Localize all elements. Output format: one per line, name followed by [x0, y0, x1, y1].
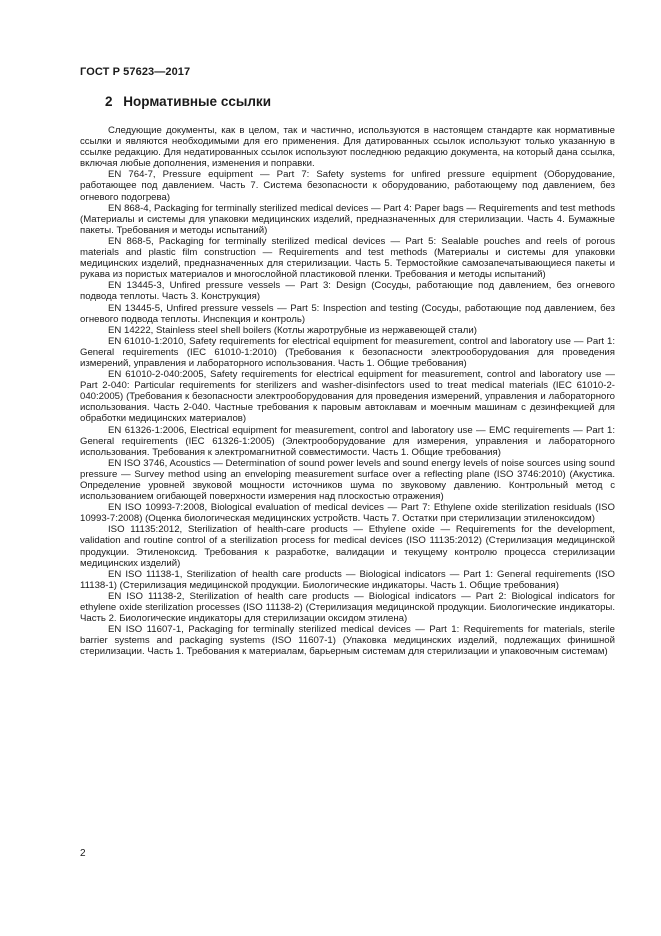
section-title-text: Нормативные ссылки [123, 94, 271, 109]
reference-entry: EN 868-4, Packaging for terminally sterilized medical devices — Part 4: Paper bags — Requirements and test methods (Материалы и системы для упаковки медицинских изделий, предназначенных для стерилизации. Часть 4. Бумажные пакеты. Требования и методы испытаний) [80, 202, 615, 236]
reference-entry: EN 13445-3, Unfired pressure vessels — Part 3: Design (Сосуды, работающие под давлением, без огневого подвода теплоты. Часть 3. Конструкция) [80, 280, 615, 303]
reference-entry: EN ISO 3746, Acoustics — Determination of sound power levels and sound energy levels of noise sources using sound pressure — Survey method using an enveloping measurement surface over a reflecting plane (ISO 3746:2010) (Акустика. Определение уровней звуковой мощности источников шума по звуковому давлению. Контрольный метод с использованием огибающей поверхности измерения над плоскостью отражения) [80, 457, 615, 503]
section-number: 2 [105, 94, 113, 109]
reference-entry: EN ISO 11138-1, Sterilization of health care products — Biological indicators — Part 1: General requirements (ISO 11138-1) (Стерилизация медицинской продукции. Биологические индикаторы. Часть 1. Общие требования) [80, 568, 615, 591]
reference-entry: ISO 11135:2012, Sterilization of health-care products — Ethylene oxide — Requirements for the development, validation and routine control of a sterilization process for medical devices (ISO 11135:2012) (Стерилизация медицинской продукции. Этиленоксид. Требования к разработке, валидации и текущему контролю процесса стерилизации медицинских изделий) [80, 524, 615, 569]
reference-entry: EN 61326-1:2006, Electrical equipment for measurement, control and laboratory use — EMC requirements — Part 1: General requirements (IEC 61326-1:2005) (Электрооборудование для измерения, управления и лабораторного использования. Требования к электромагнитной совместимости. Часть 1. Общие требования) [80, 424, 615, 458]
intro-paragraph: Следующие документы, как в целом, так и частично, используются в настоящем стандарте как нормативные ссылки и являются необходимыми для его применения. Для датированных ссылок используют только указанную в ссылке редакцию. Для недатированных ссылок используют последнюю редакцию документа, на который дана ссылка, включая любые дополнения, изменения и поправки. [80, 125, 615, 170]
reference-entry: EN 868-5, Packaging for terminally sterilized medical devices — Part 5: Sealable pouches and reels of porous materials and plastic film construction — Requirements and test methods (Материалы и системы для упаковки медицинских изделий, предназначенных для стерилизации. Часть 5. Термостойкие самозапечатывающиеся пакеты и рукава из пористых материалов и многослойной пластиковой пленки. Требования и методы испытаний) [80, 235, 615, 281]
document-header: ГОСТ Р 57623—2017 [80, 66, 191, 78]
section-heading [105, 94, 271, 109]
reference-entry: EN 13445-5, Unfired pressure vessels — Part 5: Inspection and testing (Сосуды, работающие под давлением, без огневого подвода теплоты. Инспекция и контроль) [80, 302, 615, 325]
reference-entry: EN 14222, Stainless steel shell boilers (Котлы жаротрубные из нержавеющей стали) [108, 324, 477, 336]
reference-entry: EN ISO 10993-7:2008, Biological evaluation of medical devices — Part 7: Ethylene oxide sterilization residuals (ISO 10993-7:2008) (Оценка биологическая медицинских устройств. Часть 7. Остатки при стерилизации этиленоксидом) [80, 502, 615, 525]
reference-entry: EN ISO 11607-1, Packaging for terminally sterilized medical devices — Part 1: Requirements for materials, sterile barrier systems and packaging systems (ISO 11607-1) (Упаковка медицинских изделий, подлежащих финишной стерилизации. Часть 1. Требования к материалам, барьерным системам для стерилизации и упаковочным системам) [80, 624, 615, 658]
reference-entry: EN ISO 11138-2, Sterilization of health care products — Biological indicators — Part 2: Biological indicators for ethylene oxide sterilization processes (ISO 11138-2) (Стерилизация медицинской продукции. Биологические индикаторы. Часть 2. Биологические индикаторы для стерилизации оксидом этилена) [80, 590, 615, 625]
reference-entry: EN 61010-2-040:2005, Safety requirements for electrical equipment for measurement, control and laboratory use — Part 2-040: Particular requirements for sterilizers and washer-disinfectors used to treat medical materials (IEC 61010-2-040:2005) (Требования к безопасности электрооборудования для проведения измерений, управления и лабораторного использования. Часть 2-040. Частные требования к паровым автоклавам и моечным машинам с дезинфекцией для обработки медицинских материалов) [80, 369, 615, 425]
reference-entry: EN 764-7, Pressure equipment — Part 7: Safety systems for unfired pressure equipment (Оборудование, работающее под давлением. Часть 7. Система безопасности к оборудованию, работающему под давлением, без огневого подогрева) [80, 169, 615, 203]
reference-entry: EN 61010-1:2010, Safety requirements for electrical equipment for measurement, control and laboratory use — Part 1: General requirements (IEC 61010-1:2010) (Требования к безопасности электрооборудования для проведения измерений, управления и лабораторного использования. Часть 1. Общие требования) [80, 335, 615, 369]
page-number: 2 [80, 848, 86, 859]
document-body [80, 125, 615, 658]
